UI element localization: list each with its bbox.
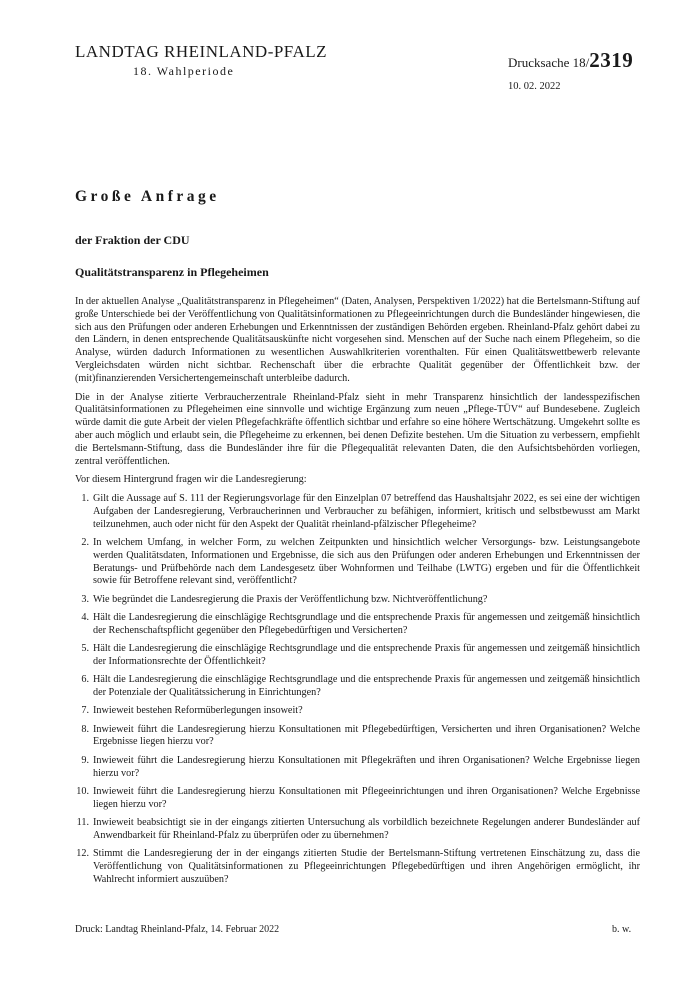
question-number: 5.	[81, 643, 89, 655]
drucksache-number: 2319	[589, 48, 634, 72]
question-number: 6.	[81, 674, 89, 686]
question-number: 7.	[81, 705, 89, 717]
question-item	[75, 537, 640, 588]
question-text: Wie begründet die Landesregierung die Praxis der Veröffentlichung bzw. Nichtveröffentlichung?	[93, 593, 488, 605]
question-text: Hält die Landesregierung die einschlägige Rechtsgrundlage und die entsprechende Praxis für angemessen und zeitgemäß hinsichtlich der Informationsrechte der Öffentlichkeit?	[93, 643, 640, 667]
question-item	[75, 594, 640, 607]
question-item	[75, 643, 640, 669]
question-number: 9.	[81, 754, 89, 766]
question-list	[75, 493, 640, 886]
question-item	[75, 612, 640, 638]
question-text: Inwieweit beabsichtigt sie in der eingangs zitierten Untersuchung als vorbildlich bezeichnete Regelungen anderer Bundesländer auf Anwendbarkeit für Rheinland-Pfalz zu überprüfen oder zu übernehmen?	[93, 816, 640, 841]
question-number: 12.	[76, 847, 89, 859]
paragraph: In der aktuellen Analyse „Qualitätstransparenz in Pflegeheimen“ (Daten, Analysen, Perspektiven 1/2022) hat die Bertelsmann-Stiftung auf große Unterschiede bei der Veröffentlichung von Qualitätsinformationen zu Pflegeeinrichtungen durch die Bundesländer hingewiesen, die sich aus den Prüfungen oder anderen Erhebungen und Erkenntnissen der zuständigen Behörden ergeben. Rheinland-Pfalz gehört dabei zu den Ländern, in denen entsprechende Qualitätsauskünfte nicht vorgesehen sind. Menschen auf der Suche nach einem Pflegeheim, so die Analyse, würden dadurch Informationen zu wesentlichen Auswahlkriterien vorenthalten. Für einen Qualitätswettbewerb relevante Vergleichsdaten würden nicht sichtbar. Rechenschaft über die erbrachte Qualität gegenüber der Öffentlichkeit bzw. der (mit)finanzierenden Versichertengemeinschaft unterbleibe dadurch.	[75, 296, 640, 384]
question-item	[75, 817, 640, 843]
question-text: Hält die Landesregierung die einschlägige Rechtsgrundlage und die entsprechende Praxis für angemessen und zeitgemäß hinsichtlich der Potenziale der Qualitätssicherung in Einrichtungen?	[93, 674, 640, 699]
document-type-heading: Große Anfrage	[75, 188, 220, 205]
question-item	[75, 755, 640, 781]
question-text: Inwieweit führt die Landesregierung hierzu Konsultationen mit Pflegebedürftigen, Versicherten und ihren Organisationen? Welche Ergebnisse liegen hierzu vor?	[93, 723, 640, 748]
body-text	[75, 296, 640, 892]
question-number: 11.	[76, 816, 89, 828]
question-text: Hält die Landesregierung die einschlägige Rechtsgrundlage und die entsprechende Praxis für angemessen und zeitgemäß hinsichtlich der Rechenschaftspflicht gegenüber den Pflegebedürftigen und Versicherten?	[93, 612, 640, 636]
question-text: Stimmt die Landesregierung der in der eingangs zitierten Studie der Bertelsmann-Stiftung vertretenen Einschätzung zu, dass die Veröffentlichung von Qualitätsinformationen zu Pflegeeinrichtungen Pflegebedürftigen und ihren Angehörigen ermöglicht, ihr Wahlrecht informiert auszuüben?	[93, 847, 640, 885]
paragraph: Vor diesem Hintergrund fragen wir die Landesregierung:	[75, 474, 307, 486]
question-text: In welchem Umfang, in welcher Form, zu welchen Zeitpunkten und hinsichtlich welcher Versorgungs- bzw. Leistungsangebote werden Qualitätsdaten, Informationen und Ergebnisse, die sich aus den Prüfungen oder anderen Erhebungen und Erkenntnissen der Beratungs- und Prüfbehörde nach dem Landesgesetz über Wohnformen und Teilhabe (LWTG) ergeben und für die Öffentlichkeit sowie für Betroffene relevant sind, veröffentlicht?	[93, 537, 640, 587]
question-item	[75, 786, 640, 812]
question-number: 4.	[81, 612, 89, 624]
question-text: Gilt die Aussage auf S. 111 der Regierungsvorlage für den Einzelplan 07 betreffend das Haushaltsjahr 2022, es sei eine der wichtigen Aufgaben der Landesregierung, Verbraucherinnen und Verbraucher zu befähigen, informiert, kritisch und selbstbewusst am Markt teilzunehmen, auch oder nicht für den Aspekt der Qualität rheinland-pfälzischer Pflegeheime?	[93, 493, 640, 530]
question-item	[75, 674, 640, 700]
legislative-period: 18. Wahlperiode	[133, 64, 235, 78]
print-note: Druck: Landtag Rheinland-Pfalz, 14. Februar 2022	[75, 924, 280, 935]
question-number: 8.	[81, 723, 89, 735]
document-reference	[508, 48, 633, 92]
question-number: 1.	[81, 493, 89, 505]
paragraph: Die in der Analyse zitierte Verbraucherzentrale Rheinland-Pfalz sieht in mehr Transparenz hinsichtlich der landesspezifischen Qualitätsinformationen zu Pflegeheimen eine sinnvolle und wichtige Ergänzung zum neuen „Pflege-TÜV“ auf Bundesebene. Zugleich würde damit die gute Arbeit der vielen Pflegefachkräfte öffentlich sichtbar und erfahre so eine höhere Wertschätzung. Umgekehrt sollte es aber auch möglich und erlaubt sein, die Pflegeheime zu erkennen, bei denen Defizite bestehen. Um die Situation zu verbessern, empfiehlt die Bertelsmann-Stiftung, dass die Bundesländer ihre für die Pflegequalität relevanten Daten, die den Aufsichtsbehörden vorliegen, zentral veröffentlichen.	[75, 391, 640, 467]
question-item	[75, 493, 640, 531]
drucksache-line	[508, 48, 633, 73]
subject-title: Qualitätstransparenz in Pflegeheimen	[75, 265, 269, 279]
question-item	[75, 724, 640, 750]
turn-over-note: b. w.	[612, 924, 632, 935]
question-item	[75, 848, 640, 886]
submitting-fraction: der Fraktion der CDU	[75, 233, 190, 247]
question-number: 2.	[81, 537, 89, 549]
document-date: 10. 02. 2022	[508, 81, 561, 92]
question-number: 3.	[81, 593, 89, 605]
parliament-name: LANDTAG RHEINLAND-PFALZ	[75, 42, 328, 61]
question-text: Inwieweit führt die Landesregierung hierzu Konsultationen mit Pflegeeinrichtungen und ihren Organisationen? Welche Ergebnisse liegen hierzu vor?	[93, 785, 640, 810]
drucksache-label: Drucksache 18/	[508, 55, 590, 70]
question-item	[75, 705, 640, 718]
question-text: Inwieweit bestehen Reformüberlegungen insoweit?	[93, 705, 303, 717]
question-text: Inwieweit führt die Landesregierung hierzu Konsultationen mit Pflegekräften und ihren Organisationen? Welche Ergebnisse liegen hierzu vor?	[93, 754, 640, 779]
question-number: 10.	[76, 785, 89, 797]
letterhead	[75, 42, 327, 79]
